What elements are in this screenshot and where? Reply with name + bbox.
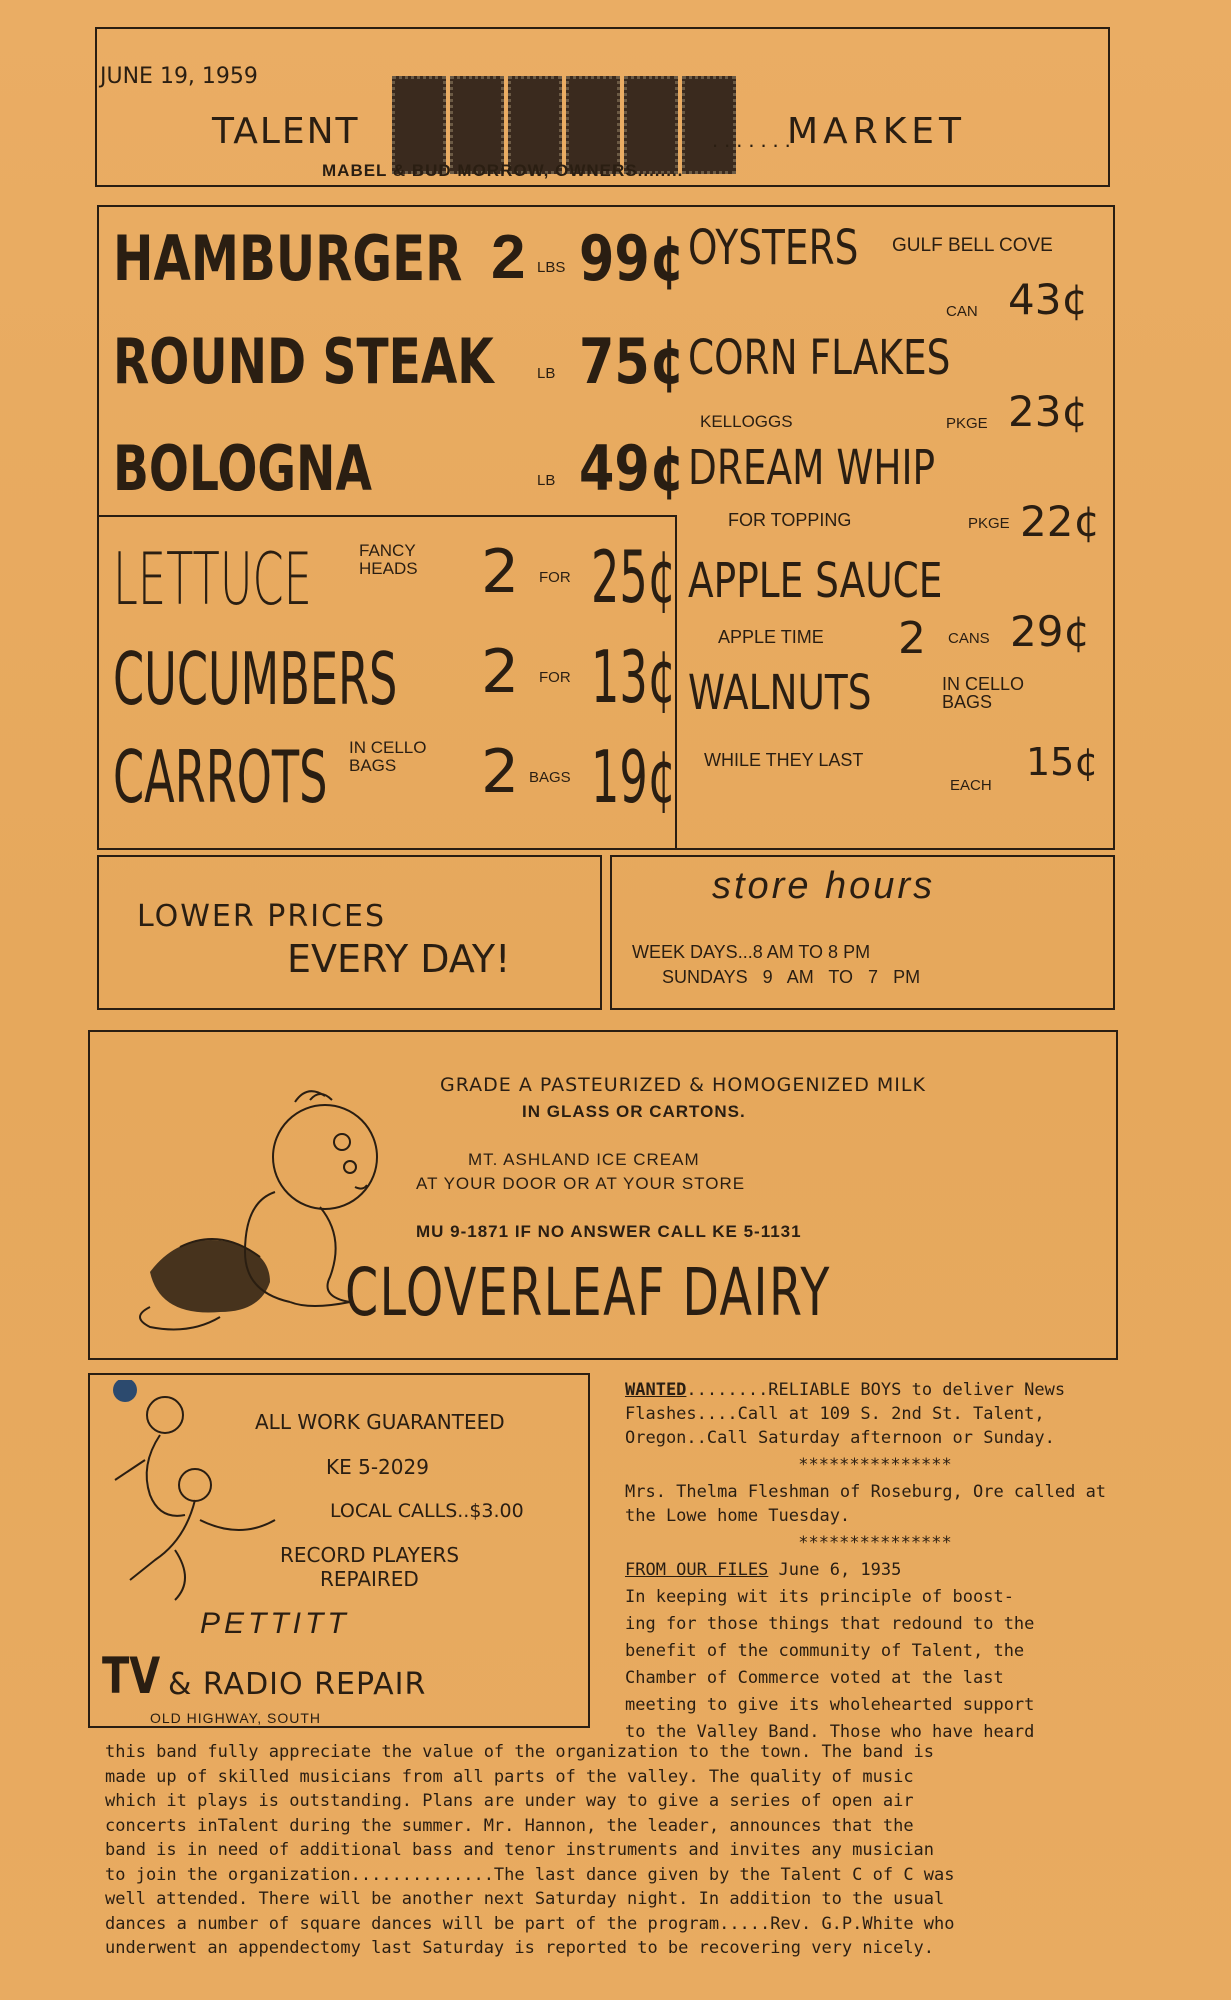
files-line: benefit of the community of Talent, the <box>625 1641 1025 1661</box>
produce-unit: BAGS <box>529 769 571 786</box>
files-heading <box>625 1558 1125 1582</box>
dairy-line2: IN GLASS OR CARTONS. <box>522 1102 746 1121</box>
files-line: ing for those things that redound to the <box>625 1614 1035 1634</box>
tv-guarantee: ALL WORK GUARANTEED <box>255 1410 505 1434</box>
hours-sundays: SUNDAYS 9 AM TO 7 PM <box>662 967 921 987</box>
files-date: June 6, 1935 <box>778 1560 902 1580</box>
wanted-text: ........RELIABLE BOYS to deliver News Flashes....Call at 109 S. 2nd St. Talent, Oregon..Call Saturday afternoon or Sunday. <box>625 1380 1066 1448</box>
news-line: concerts inTalent during the summer. Mr. Hannon, the leader, announces that the <box>105 1815 914 1836</box>
dairy-line4: AT YOUR DOOR OR AT YOUR STORE <box>416 1174 746 1193</box>
grocery-price: 29¢ <box>1010 607 1091 656</box>
hours-title: store hours <box>712 865 936 907</box>
issue-date: JUNE 19, 1959 <box>100 64 258 89</box>
tv-title-tv: TV <box>102 1647 161 1705</box>
grocery-note: IN CELLO BAGS <box>942 674 1025 712</box>
produce-price: 13¢ <box>591 635 677 719</box>
tv-record2: REPAIRED <box>320 1567 419 1591</box>
tv-record1: RECORD PLAYERS <box>280 1543 460 1567</box>
grocery-unit: CAN <box>946 303 978 320</box>
wanted-heading: WANTED <box>625 1380 687 1400</box>
promo-line1: LOWER PRICES <box>137 899 386 934</box>
produce-price: 25¢ <box>591 535 677 619</box>
grocery-note: GULF BELL COVE <box>892 235 1053 256</box>
files-title: FROM OUR FILES <box>625 1560 769 1580</box>
produce-price: 19¢ <box>591 735 677 819</box>
tv-address: OLD HIGHWAY, SOUTH <box>150 1710 321 1726</box>
meat-name: HAMBURGER <box>113 222 463 295</box>
tv-phone: KE 5-2029 <box>326 1455 429 1479</box>
owners-line: MABEL & BUD MORROW, OWNERS........ <box>322 161 684 180</box>
files-line: In keeping wit its principle of boost- <box>625 1587 1014 1607</box>
produce-qty: 2 <box>481 537 520 607</box>
meat-name: ROUND STEAK <box>113 325 494 398</box>
separator: *************** <box>798 1455 952 1475</box>
tv-repair-ad <box>88 1373 590 1728</box>
meat-price: 75¢ <box>579 325 686 398</box>
dairy-line1: GRADE A PASTEURIZED & HOMOGENIZED MILK <box>440 1074 926 1096</box>
produce-unit: FOR <box>539 669 571 686</box>
grocery-price: 22¢ <box>1020 497 1101 546</box>
meat-price: 49¢ <box>579 432 686 505</box>
grocery-price: 23¢ <box>1008 387 1089 436</box>
grocery-unit: PKGE <box>968 515 1010 532</box>
grocery-note: WHILE THEY LAST <box>704 750 864 770</box>
produce-qty: 2 <box>481 737 520 807</box>
grocery-name: OYSTERS <box>688 220 859 276</box>
dairy-phone: MU 9-1871 IF NO ANSWER CALL KE 5-1131 <box>416 1222 802 1241</box>
meat-specials <box>97 205 686 517</box>
produce-note: FANCY HEADS <box>359 541 418 578</box>
grocery-unit: EACH <box>950 777 992 794</box>
wanted-notice <box>625 1378 1125 1450</box>
news-line: made up of skilled musicians from all parts of the valley. The quality of music <box>105 1766 914 1787</box>
visit-notice: Mrs. Thelma Fleshman of Roseburg, Ore called at the Lowe home Tuesday. <box>625 1482 1107 1526</box>
produce-specials <box>97 515 677 850</box>
news-line: which it plays is outstanding. Plans are under way to give a series of open air <box>105 1791 914 1811</box>
grocery-note: APPLE TIME <box>718 627 824 647</box>
produce-name: CARROTS <box>113 735 328 819</box>
tv-title-rest: & RADIO REPAIR <box>168 1667 427 1702</box>
promo-line2: EVERY DAY! <box>287 937 511 981</box>
meat-name: BOLOGNA <box>113 432 372 505</box>
produce-qty: 2 <box>481 637 520 707</box>
files-line: Chamber of Commerce voted at the last <box>625 1668 1004 1688</box>
separator: *************** <box>798 1533 952 1553</box>
grocery-name: WALNUTS <box>688 665 872 721</box>
produce-name: LETTUCE <box>113 537 312 621</box>
meat-qty: 2 <box>491 223 526 292</box>
store-hours-box <box>610 855 1115 1010</box>
grocery-name: CORN FLAKES <box>688 330 951 386</box>
news-line: band is in need of additional bass and tenor instruments and invites any musician <box>105 1840 935 1860</box>
lower-prices-box <box>97 855 602 1010</box>
news-line: well attended. There will be another next Saturday night. In addition to the usual <box>105 1889 945 1909</box>
grocery-price: 43¢ <box>1008 275 1089 324</box>
meat-unit: LB <box>537 365 556 382</box>
news-line: to join the organization..............The last dance given by the Talent C of C was <box>105 1864 955 1885</box>
grocery-name: DREAM WHIP <box>688 440 936 496</box>
produce-note: IN CELLO BAGS <box>349 738 427 775</box>
masthead: JUNE 19, 1959 TALENT ....... MARKET MABEL & BUD MORROW, OWNERS........ <box>95 27 1110 187</box>
news-line: underwent an appendectomy last Saturday is reported to be recovering very nicely. <box>105 1938 935 1958</box>
dairy-name: CLOVERLEAF DAIRY <box>345 1254 831 1331</box>
meat-unit: LB <box>537 472 556 489</box>
hours-weekdays: WEEK DAYS...8 AM TO 8 PM <box>632 942 871 962</box>
tv-local-calls: LOCAL CALLS..$3.00 <box>330 1500 524 1522</box>
meat-unit: LBS <box>537 259 566 276</box>
meat-price: 99¢ <box>579 222 686 295</box>
grocery-name: APPLE SAUCE <box>688 553 943 609</box>
news-continuation <box>105 1740 1125 1961</box>
grocery-unit: PKGE <box>946 415 988 432</box>
dairy-line3: MT. ASHLAND ICE CREAM <box>468 1150 700 1169</box>
news-line: dances a number of square dances will be part of the program.....Rev. G.P.White who <box>105 1913 955 1934</box>
produce-name: CUCUMBERS <box>113 637 398 721</box>
grocery-qty: 2 <box>898 613 926 664</box>
dairy-ad <box>88 1030 1118 1360</box>
grocery-price: 15¢ <box>1026 740 1099 784</box>
grocery-specials <box>680 205 1115 850</box>
produce-unit: FOR <box>539 569 571 586</box>
news-column <box>625 1378 1125 1747</box>
grocery-note: FOR TOPPING <box>728 510 852 530</box>
grocery-note: KELLOGGS <box>700 412 793 431</box>
tv-owner: PETTITT <box>200 1607 350 1640</box>
news-line: this band fully appreciate the value of the organization to the town. The band is <box>105 1742 935 1762</box>
grocery-unit: CANS <box>948 630 990 647</box>
files-line: to the Valley Band. Those who have heard <box>625 1722 1035 1742</box>
name-right: MARKET <box>787 111 967 152</box>
files-line: meeting to give its wholehearted support <box>625 1695 1035 1715</box>
name-left: TALENT <box>212 111 360 152</box>
